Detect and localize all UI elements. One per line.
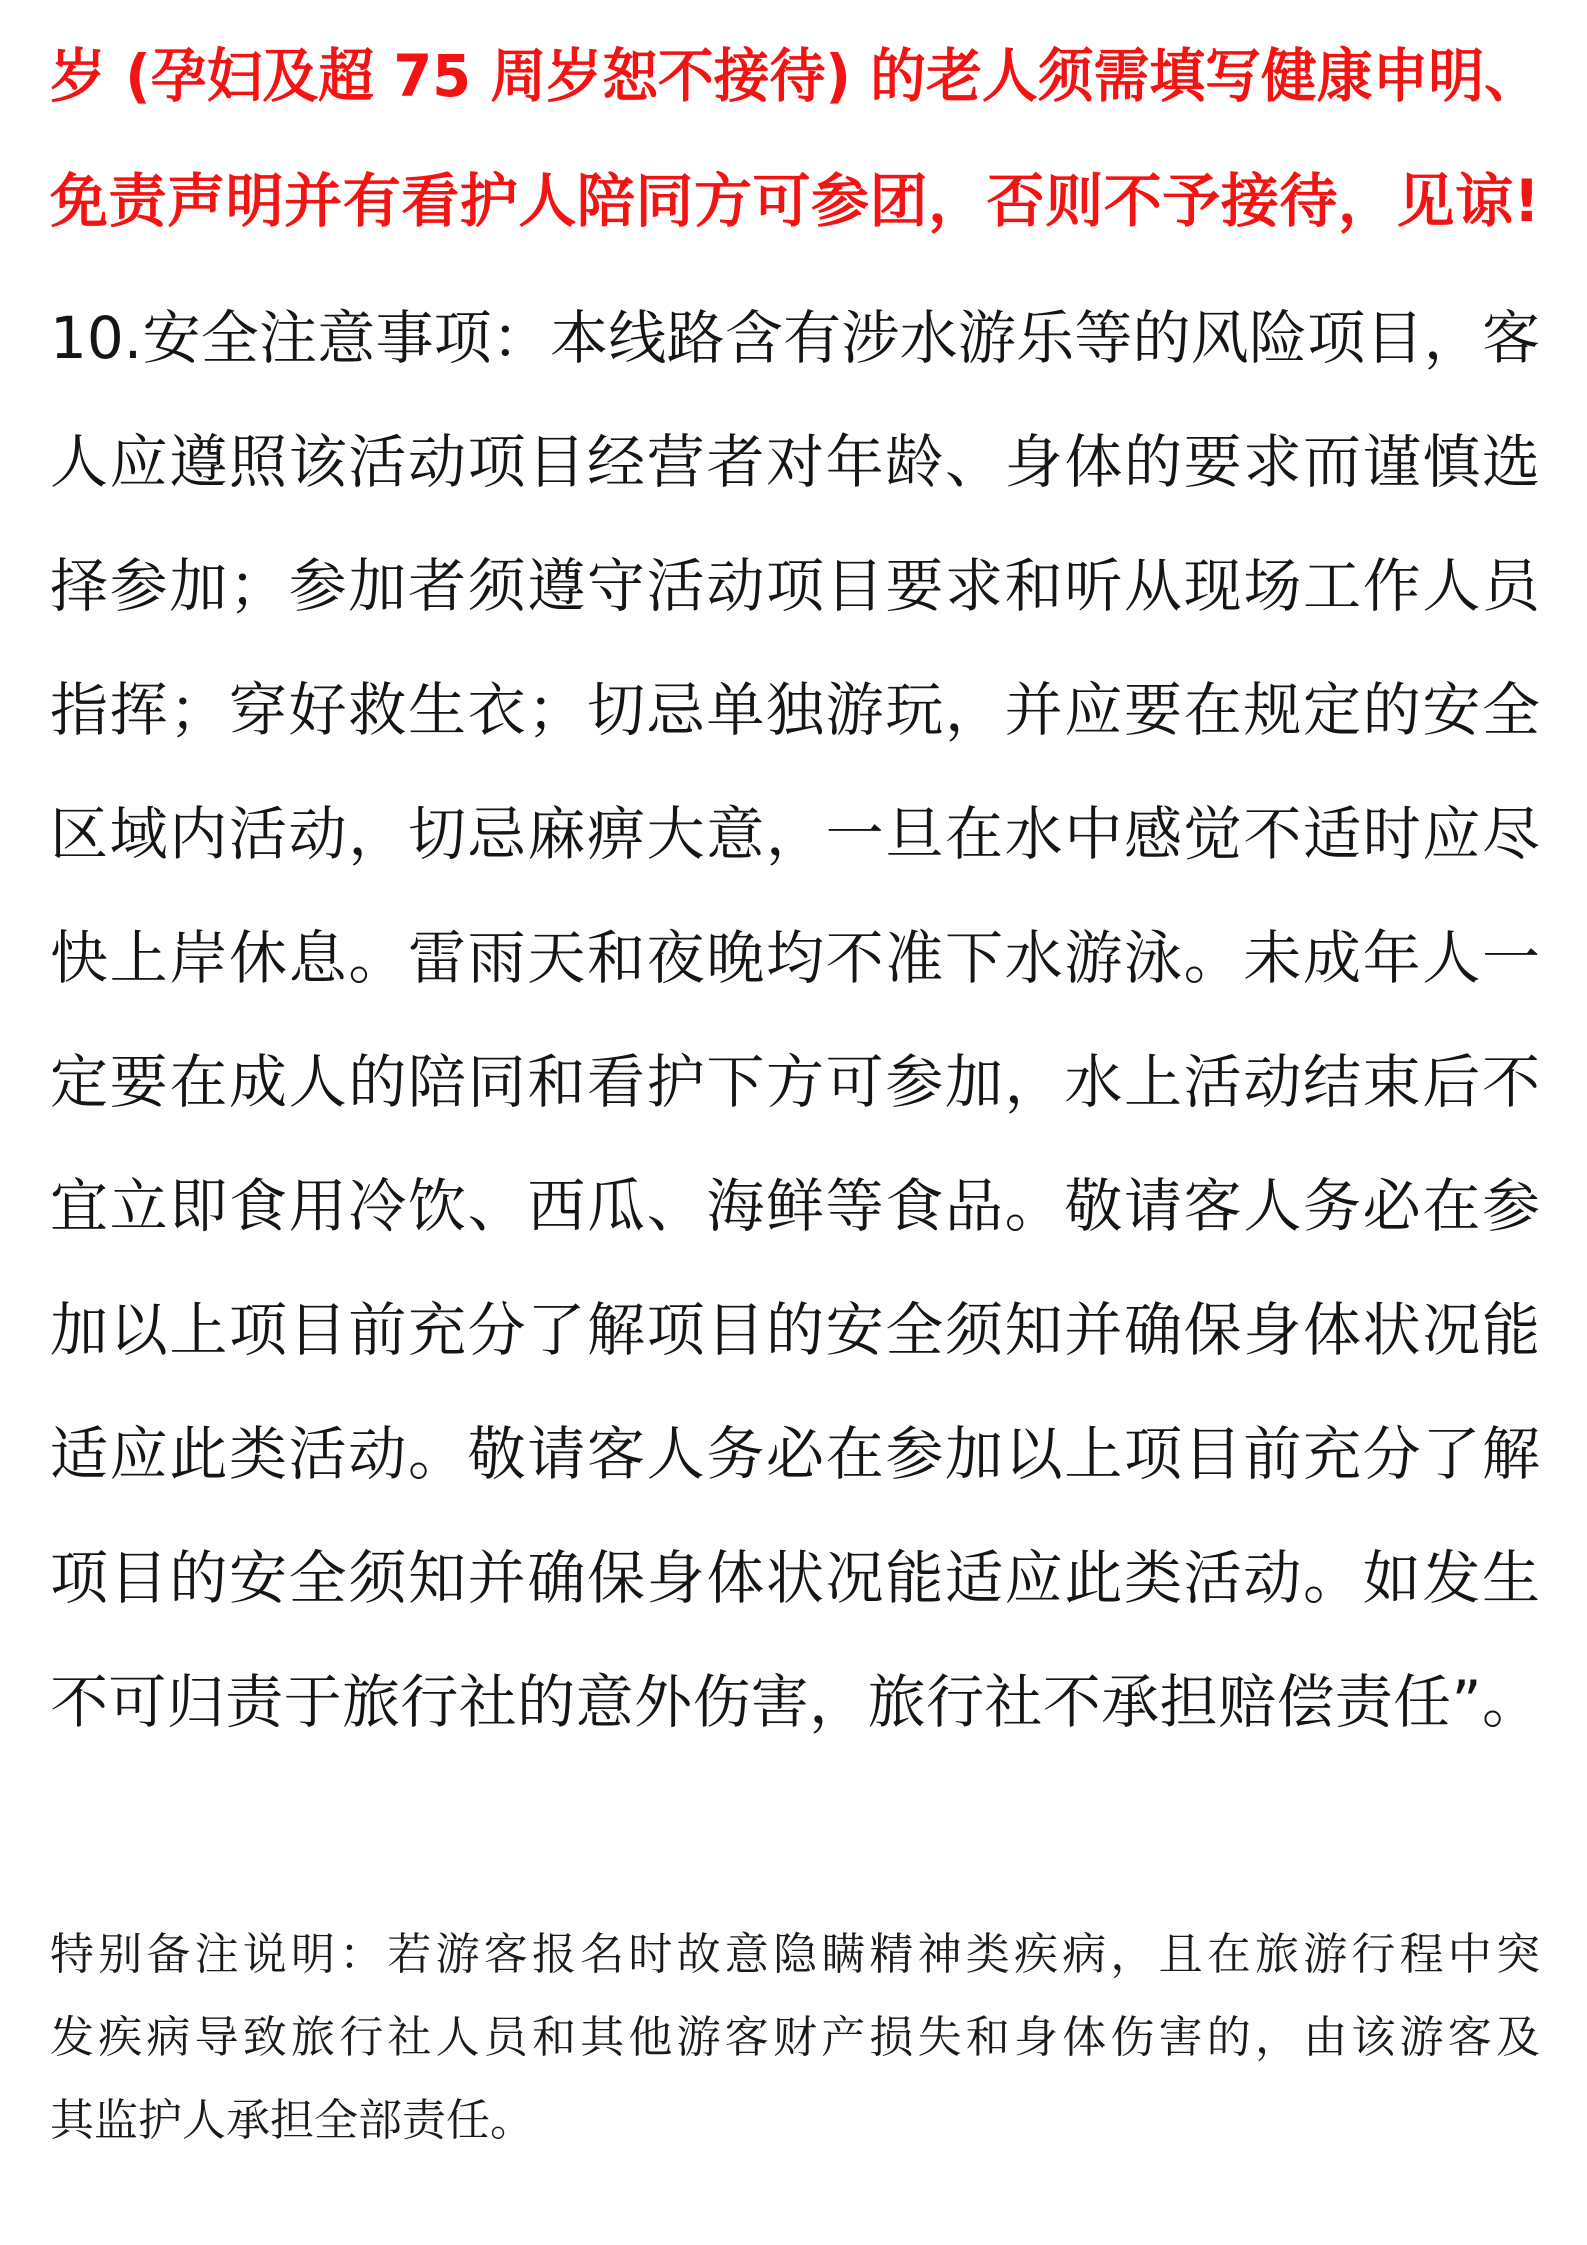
special-note-line: 发疾病导致旅行社人员和其他游客财产损失和身体伤害的，由该游客及 bbox=[50, 2012, 1540, 2063]
safety-line: 宜立即食用冷饮、西瓜、海鲜等食品。敬请客人务必在参 bbox=[50, 1172, 1540, 1240]
warning-line: 岁 (孕妇及超 75 周岁恕不接待) 的老人须需填写健康申明、 bbox=[50, 42, 1540, 110]
safety-line: 适应此类活动。敬请客人务必在参加以上项目前充分了解 bbox=[50, 1420, 1540, 1488]
safety-line: 项目的安全须知并确保身体状况能适应此类活动。如发生 bbox=[50, 1544, 1540, 1612]
safety-line: 定要在成人的陪同和看护下方可参加，水上活动结束后不 bbox=[50, 1048, 1540, 1116]
safety-line: 加以上项目前充分了解项目的安全须知并确保身体状况能 bbox=[50, 1296, 1540, 1364]
special-note-line: 其监护人承担全部责任。 bbox=[50, 2095, 534, 2146]
special-note-line: 特别备注说明：若游客报名时故意隐瞒精神类疾病，且在旅游行程中突 bbox=[50, 1929, 1540, 1980]
safety-line: 指挥；穿好救生衣；切忌单独游玩，并应要在规定的安全 bbox=[50, 676, 1540, 744]
safety-line: 人应遵照该活动项目经营者对年龄、身体的要求而谨慎选 bbox=[50, 428, 1540, 496]
safety-line: 区域内活动，切忌麻痹大意，一旦在水中感觉不适时应尽 bbox=[50, 800, 1540, 868]
warning-line: 免责声明并有看护人陪同方可参团，否则不予接待，见谅! bbox=[50, 167, 1540, 235]
safety-line: 择参加；参加者须遵守活动项目要求和听从现场工作人员 bbox=[50, 552, 1540, 620]
safety-line: 快上岸休息。雷雨天和夜晚均不准下水游泳。未成年人一 bbox=[50, 924, 1540, 992]
safety-line: 10.安全注意事项：本线路含有涉水游乐等的风险项目，客 bbox=[50, 304, 1540, 372]
safety-line: 不可归责于旅行社的意外伤害，旅行社不承担赔偿责任”。 bbox=[50, 1668, 1540, 1736]
